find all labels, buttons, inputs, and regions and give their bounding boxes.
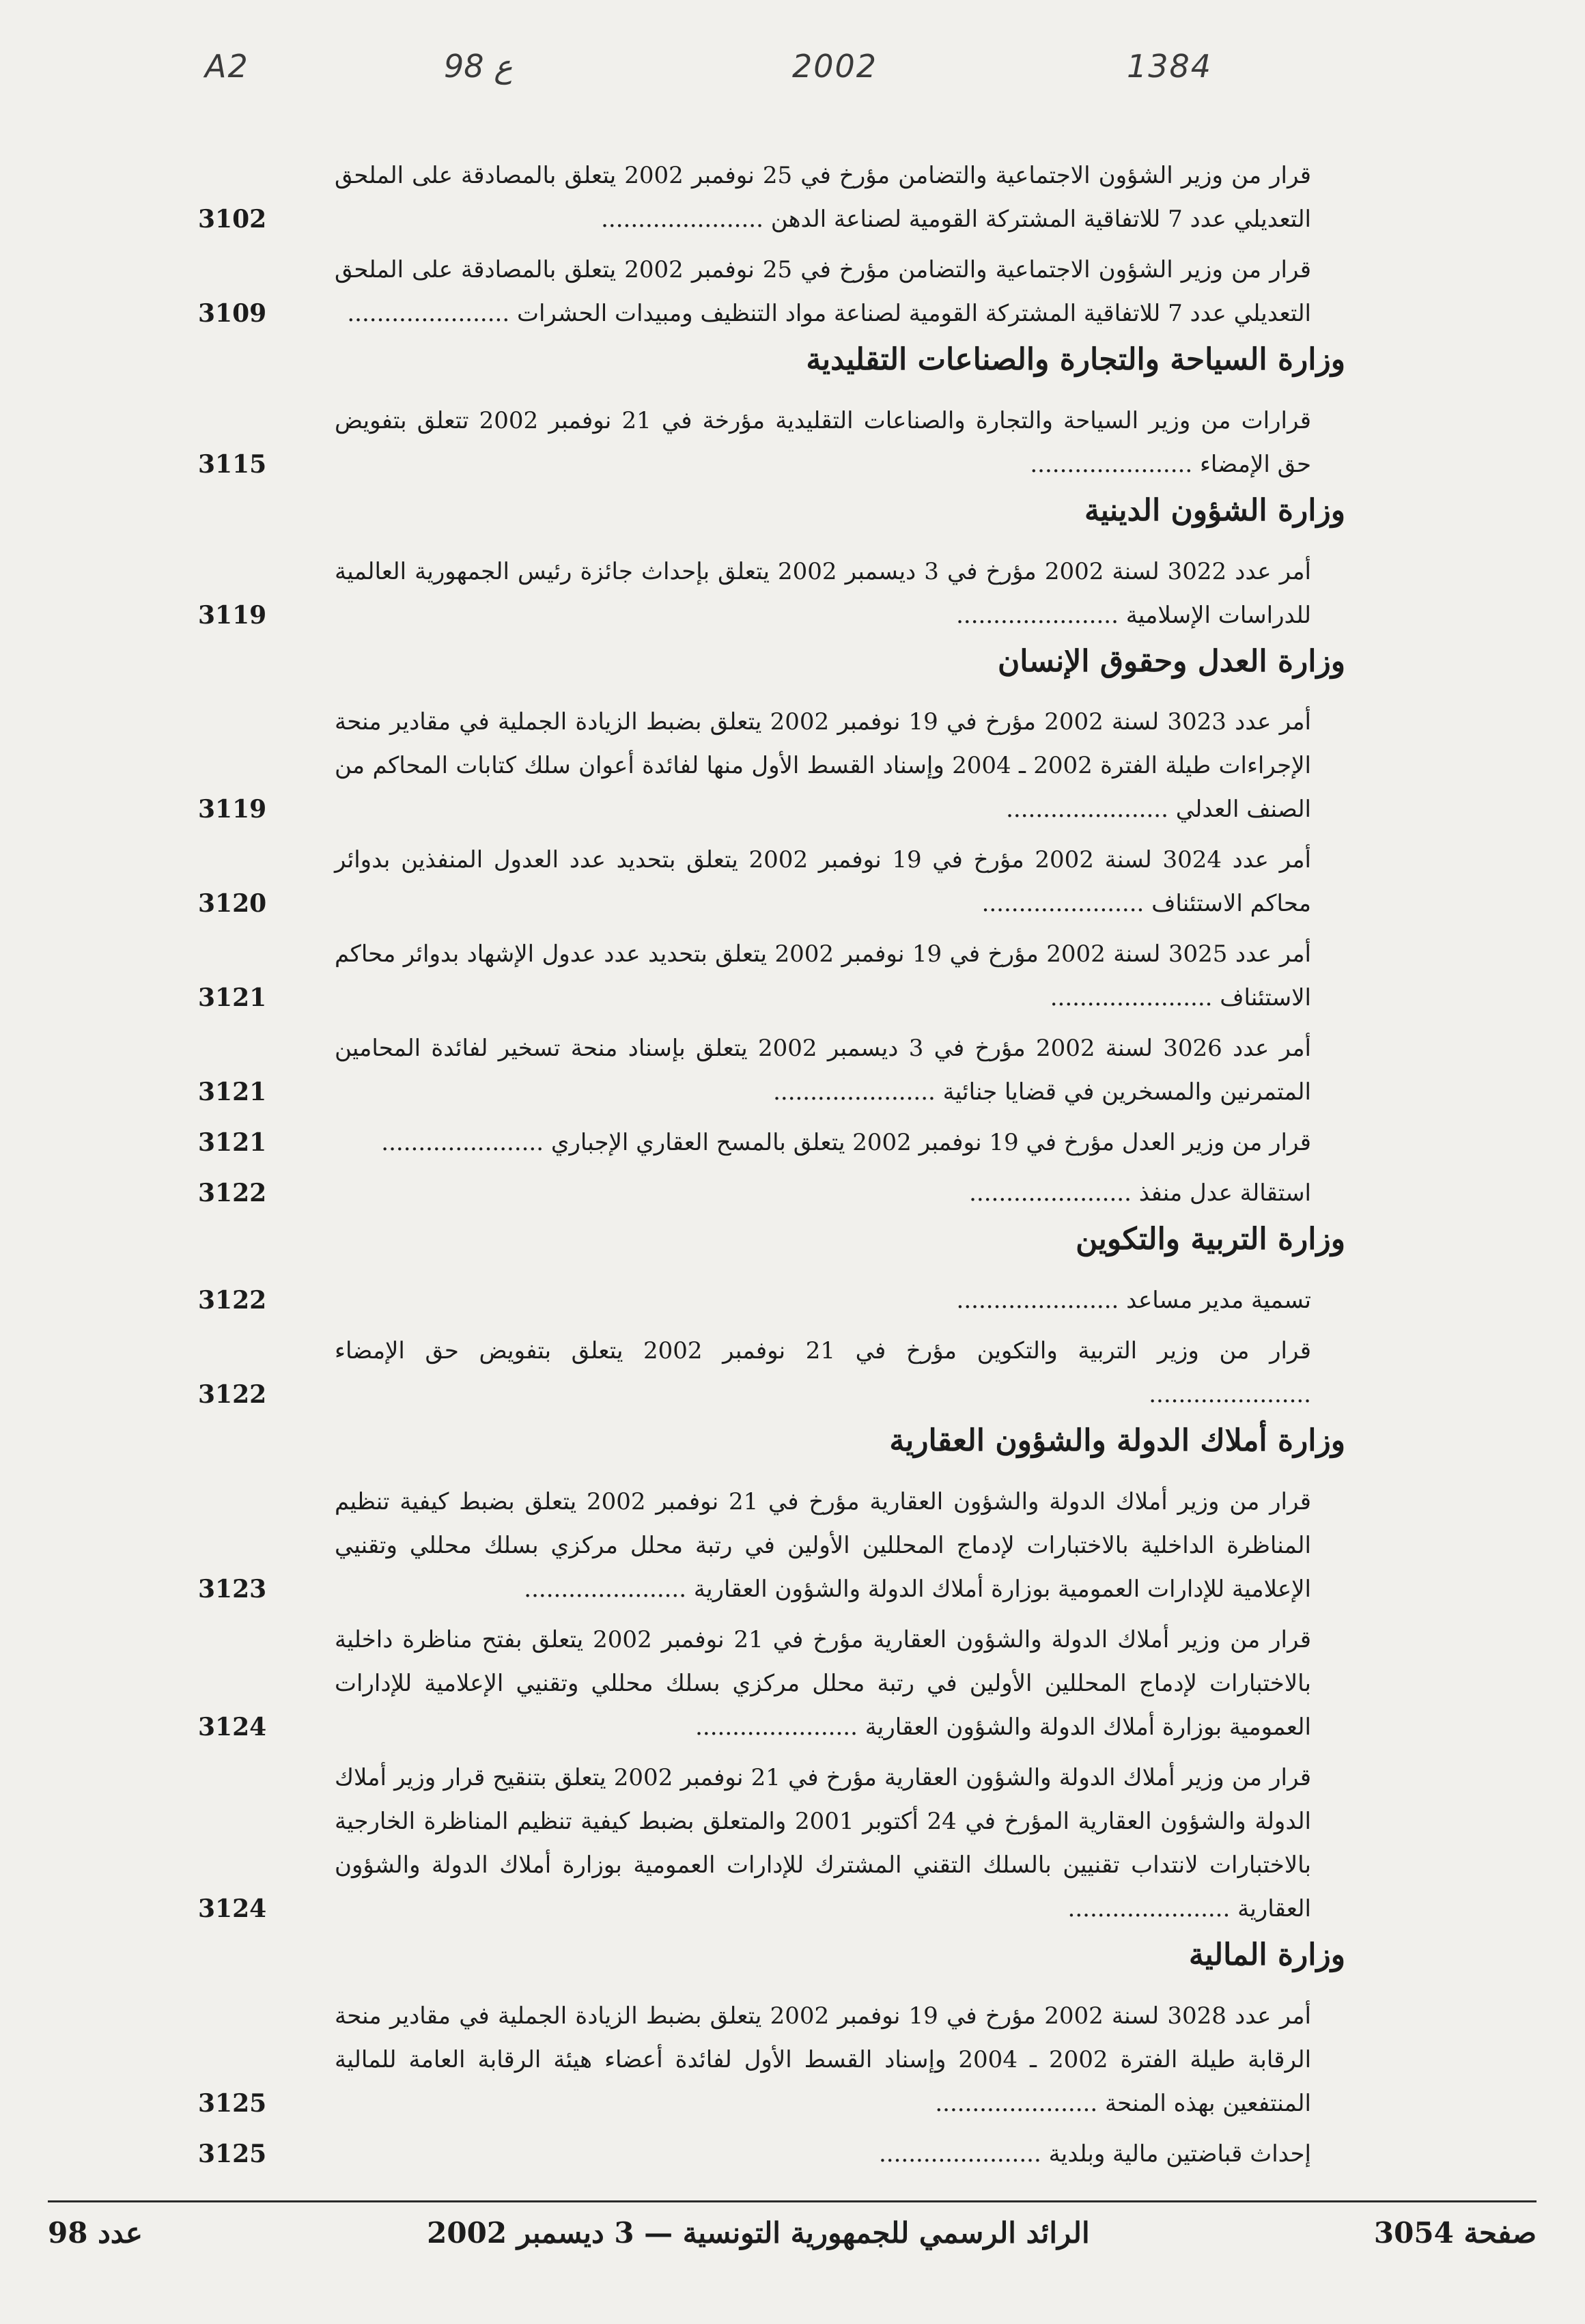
leader-dots: ...................... [601, 206, 771, 233]
leader-dots: ...................... [1030, 450, 1200, 478]
entry-page-number: 3125 [198, 2088, 267, 2118]
entry-text: أمر عدد 3028 لسنة 2002 مؤرخ في 19 نوفمبر 2002 يتعلق بضبط الزيادة الجملية في مقادير منحة الرقابة طيلة الفترة 2002 ـ 2004 وإسناد القسط الأول لفائدة أعضاء هيئة الرقابة العامة للمالية المنتفعين بهذه المنحة [335, 2002, 1312, 2117]
ministry-heading: وزارة التربية والتكوين [1076, 1222, 1345, 1257]
entry-text: قرار من وزير أملاك الدولة والشؤون العقارية مؤرخ في 21 نوفمبر 2002 يتعلق بتنقيح قرار وزير أملاك الدولة والشؤون العقارية المؤرخ في 24 أكتوبر 2001 والمتعلق بضبط كيفية تنظيم المناظرة الخارجية بالاختبارات لانتداب تقنيين بالسلك التقني المشترك للإدارات العمومية بوزارة أملاك الدولة والشؤون العقارية [335, 1763, 1311, 1922]
handwritten-note-1: A2 [205, 48, 249, 85]
toc-entry [198, 1329, 1311, 1416]
entry-page-number: 3125 [198, 2139, 267, 2168]
toc-entry [198, 932, 1311, 1020]
toc-entry [198, 1618, 1311, 1749]
entry-text: أمر عدد 3024 لسنة 2002 مؤرخ في 19 نوفمبر 2002 يتعلق بتحديد عدد العدول المنفذين بدوائر محاكم الاستئناف [335, 846, 1311, 918]
entry-page-number: 3122 [198, 1179, 267, 1208]
leader-dots: ...................... [981, 890, 1152, 918]
toc-entry [198, 1994, 1311, 2125]
leader-dots: ...................... [773, 1078, 943, 1106]
entry-page-number: 3120 [198, 889, 267, 919]
page-footer [48, 2216, 1537, 2250]
entry-page-number: 3124 [198, 1712, 267, 1741]
entry-text: أمر عدد 3022 لسنة 2002 مؤرخ في 3 ديسمبر 2002 يتعلق بإحداث جائزة رئيس الجمهورية العالمية للدراسات الإسلامية [335, 557, 1312, 629]
ministry-heading: وزارة الشؤون الدينية [1084, 492, 1345, 528]
leader-dots: ...................... [524, 1575, 694, 1603]
ministry-heading: وزارة أملاك الدولة والشؤون العقارية [889, 1423, 1345, 1459]
entry-text: إحداث قباضتين مالية وبلدية [1048, 2140, 1311, 2168]
leader-dots: ...................... [956, 601, 1126, 629]
entry-page-number: 3123 [198, 1574, 267, 1604]
entry-text: تسمية مدير مساعد [1126, 1287, 1311, 1315]
entry-text: قرار من وزير الشؤون الاجتماعية والتضامن مؤرخ في 25 نوفمبر 2002 يتعلق بالمصادقة على الملحق التعديلي عدد 7 للاتفاقية المشتركة القومية لصناعة مواد التنظيف ومبيدات الحشرات [335, 256, 1311, 327]
ministry-section [198, 1423, 1345, 1931]
entry-text: قرار من وزير التربية والتكوين مؤرخ في 21 نوفمبر 2002 يتعلق بتفويض حق الإمضاء [335, 1337, 1311, 1365]
ministry-section [198, 1937, 1345, 2176]
handwritten-note-2: 98 ع [444, 48, 513, 85]
toc-entry [198, 1171, 1311, 1215]
handwritten-note-3: 2002 [792, 48, 878, 85]
entry-page-number: 3119 [198, 600, 267, 630]
leader-dots: ...................... [1006, 796, 1176, 824]
ministry-section [198, 342, 1345, 486]
toc-entry [198, 399, 1311, 486]
entry-page-number: 3122 [198, 1380, 267, 1410]
leader-dots: ...................... [956, 1287, 1127, 1315]
entry-page-number: 3119 [198, 795, 267, 824]
entry-page-number: 3115 [198, 449, 267, 479]
leader-dots: ...................... [878, 2140, 1049, 2168]
footer-issue: عدد 98 [48, 2216, 143, 2250]
leader-dots: ...................... [935, 2089, 1105, 2117]
ministry-section [198, 154, 1345, 335]
entry-text: أمر عدد 3025 لسنة 2002 مؤرخ في 19 نوفمبر 2002 يتعلق بتحديد عدد عدول الإشهاد بدوائر محاكم الاستئناف [335, 940, 1311, 1012]
ministry-heading: وزارة العدل وحقوق الإنسان [997, 643, 1345, 679]
toc-entry [198, 1278, 1311, 1322]
ministry-heading: وزارة السياحة والتجارة والصناعات التقليدية [806, 342, 1345, 377]
toc-entry [198, 2132, 1311, 2176]
ministry-section [198, 493, 1345, 637]
toc-entry [198, 550, 1311, 637]
ministry-heading: وزارة المالية [1188, 1937, 1345, 1972]
toc-entry [198, 248, 1311, 335]
toc-entry [198, 1121, 1311, 1164]
entry-page-number: 3121 [198, 983, 267, 1013]
ministry-section [198, 1222, 1345, 1416]
leader-dots: ...................... [1149, 1381, 1311, 1409]
entry-page-number: 3122 [198, 1286, 267, 1315]
entry-text: قرارات من وزير السياحة والتجارة والصناعات التقليدية مؤرخة في 21 نوفمبر 2002 تتعلق بتفويض حق الإمضاء [335, 406, 1311, 478]
footer-title: الرائد الرسمي للجمهورية التونسية — 3 ديسمبر 2002 [427, 2216, 1090, 2250]
entry-page-number: 3121 [198, 1128, 267, 1158]
ministry-section [198, 644, 1345, 1216]
footer-page-number: صفحة 3054 [1373, 2216, 1537, 2250]
entry-page-number: 3109 [198, 299, 267, 328]
leader-dots: ...................... [969, 1179, 1139, 1207]
leader-dots: ...................... [1050, 984, 1220, 1012]
toc-entry [198, 838, 1311, 925]
entry-text: أمر عدد 3026 لسنة 2002 مؤرخ في 3 ديسمبر 2002 يتعلق بإسناد منحة تسخير لفائدة المحامين المتمرنين والمسخرين في قضايا جنائية [335, 1035, 1311, 1106]
entry-page-number: 3121 [198, 1078, 267, 1107]
leader-dots: ...................... [347, 300, 517, 327]
entry-text: أمر عدد 3023 لسنة 2002 مؤرخ في 19 نوفمبر 2002 يتعلق بضبط الزيادة الجملية في مقادير منحة الإجراءات طيلة الفترة 2002 ـ 2004 وإسناد القسط الأول منها لفائدة أعوان سلك كتابات المحاكم من الصنف العدلي [335, 708, 1311, 824]
entry-text: قرار من وزير أملاك الدولة والشؤون العقارية مؤرخ في 21 نوفمبر 2002 يتعلق بضبط كيفية تنظيم المناظرة الداخلية بالاختبارات لإدماج المحللين الأولين في رتبة محلل مركزي بسلك محللي وتقنيي الإعلامية للإدارات العمومية بوزارة أملاك الدولة والشؤون العقارية [335, 1487, 1311, 1603]
toc-entry [198, 700, 1311, 831]
entry-text: قرار من وزير أملاك الدولة والشؤون العقارية مؤرخ في 21 نوفمبر 2002 يتعلق بفتح مناظرة داخلية بالاختبارات لإدماج المحللين الأولين في رتبة محلل مركزي بسلك محللي وتقنيي الإعلامية للإدارات العمومية بوزارة أملاك الدولة والشؤون العقارية [335, 1625, 1311, 1741]
entry-text: قرار من وزير الشؤون الاجتماعية والتضامن مؤرخ في 25 نوفمبر 2002 يتعلق بالمصادقة على الملحق التعديلي عدد 7 للاتفاقية المشتركة القومية لصناعة الدهن [335, 162, 1311, 233]
leader-dots: ...................... [695, 1713, 865, 1741]
entry-text: قرار من وزير العدل مؤرخ في 19 نوفمبر 2002 يتعلق بالمسح العقاري الإجباري [550, 1129, 1311, 1157]
toc-entry [198, 1756, 1311, 1931]
toc-entry [198, 1026, 1311, 1114]
leader-dots: ...................... [381, 1129, 551, 1157]
toc-entry [198, 1480, 1311, 1611]
footer-divider [48, 2200, 1537, 2202]
entry-page-number: 3102 [198, 205, 267, 234]
entry-text: استقالة عدل منفذ [1138, 1179, 1311, 1207]
entry-page-number: 3124 [198, 1894, 267, 1923]
toc-entry [198, 154, 1311, 241]
leader-dots: ...................... [1067, 1894, 1238, 1922]
table-of-contents [198, 154, 1345, 2183]
handwritten-note-4: 1384 [1127, 48, 1213, 85]
